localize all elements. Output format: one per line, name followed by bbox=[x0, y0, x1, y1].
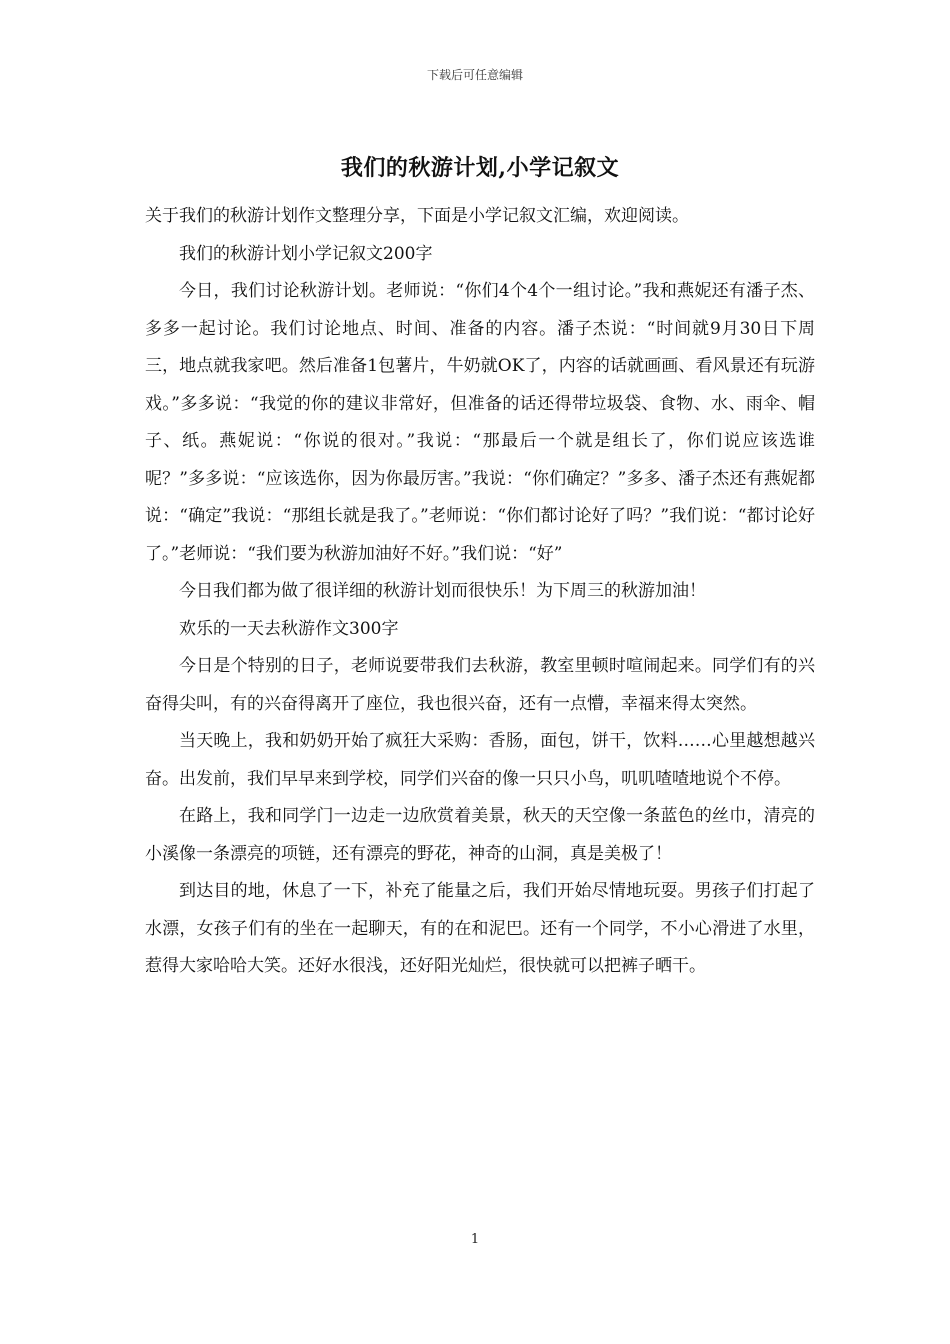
body-paragraph: 在路上，我和同学门一边走一边欣赏着美景，秋天的天空像一条蓝色的丝巾，清亮的小溪像一条漂亮的项链，还有漂亮的野花，神奇的山洞，真是美极了！ bbox=[145, 806, 815, 864]
intro-paragraph: 关于我们的秋游计划作文整理分享，下面是小学记叙文汇编，欢迎阅读。 bbox=[145, 206, 689, 226]
page-number: 1 bbox=[470, 1232, 480, 1247]
body-paragraph: 今日我们都为做了很详细的秋游计划而很快乐！为下周三的秋游加油！ bbox=[179, 581, 706, 601]
body-paragraph: 当天晚上，我和奶奶开始了疯狂大采购：香肠，面包，饼干，饮料……心里越想越兴奋。出发前，我们早早来到学校，同学们兴奋的像一只只小鸟，叽叽喳喳地说个不停。 bbox=[145, 731, 815, 789]
section-heading-autumn-plan: 我们的秋游计划小学记叙文200字 bbox=[179, 243, 433, 264]
section-heading-happy-day: 欢乐的一天去秋游作文300字 bbox=[179, 618, 399, 639]
body-paragraph: 今日，我们讨论秋游计划。老师说：“你们4个4个一组讨论。”我和燕妮还有潘子杰、多多一起讨论。我们讨论地点、时间、准备的内容。潘子杰说：“时间就9月30日下周三，地点就我家吧。然后准备1包薯片，牛奶就OK了，内容的话就画画、看风景还有玩游戏。”多多说：“我觉的你的建议非常好，但准备的话还得带垃圾袋、食物、水、雨伞、帽子、纸。燕妮说：“你说的很对。”我说：“那最后一个就是组长了，你们说应该选谁呢？”多多说：“应该选你，因为你最厉害。”我说：“你们确定？”多多、潘子杰还有燕妮都说：“确定”我说：“那组长就是我了。”老师说：“你们都讨论好了吗？”我们说：“都讨论好了。”老师说：“我们要为秋游加油好不好。”我们说：“好” bbox=[145, 281, 815, 564]
document-body bbox=[145, 150, 815, 986]
document-title: 我们的秋游计划,小学记叙文 bbox=[340, 155, 620, 181]
page-header-note: 下载后可任意编辑 bbox=[426, 68, 523, 82]
body-paragraph: 今日是个特别的日子，老师说要带我们去秋游，教室里顿时喧闹起来。同学们有的兴奋得尖叫，有的兴奋得离开了座位，我也很兴奋，还有一点懵，幸福来得太突然。 bbox=[145, 656, 815, 714]
body-paragraph: 到达目的地，休息了一下，补充了能量之后，我们开始尽情地玩耍。男孩子们打起了水漂，女孩子们有的坐在一起聊天，有的在和泥巴。还有一个同学，不小心滑进了水里，惹得大家哈哈大笑。还好水很浅，还好阳光灿烂，很快就可以把裤子晒干。 bbox=[145, 881, 815, 976]
